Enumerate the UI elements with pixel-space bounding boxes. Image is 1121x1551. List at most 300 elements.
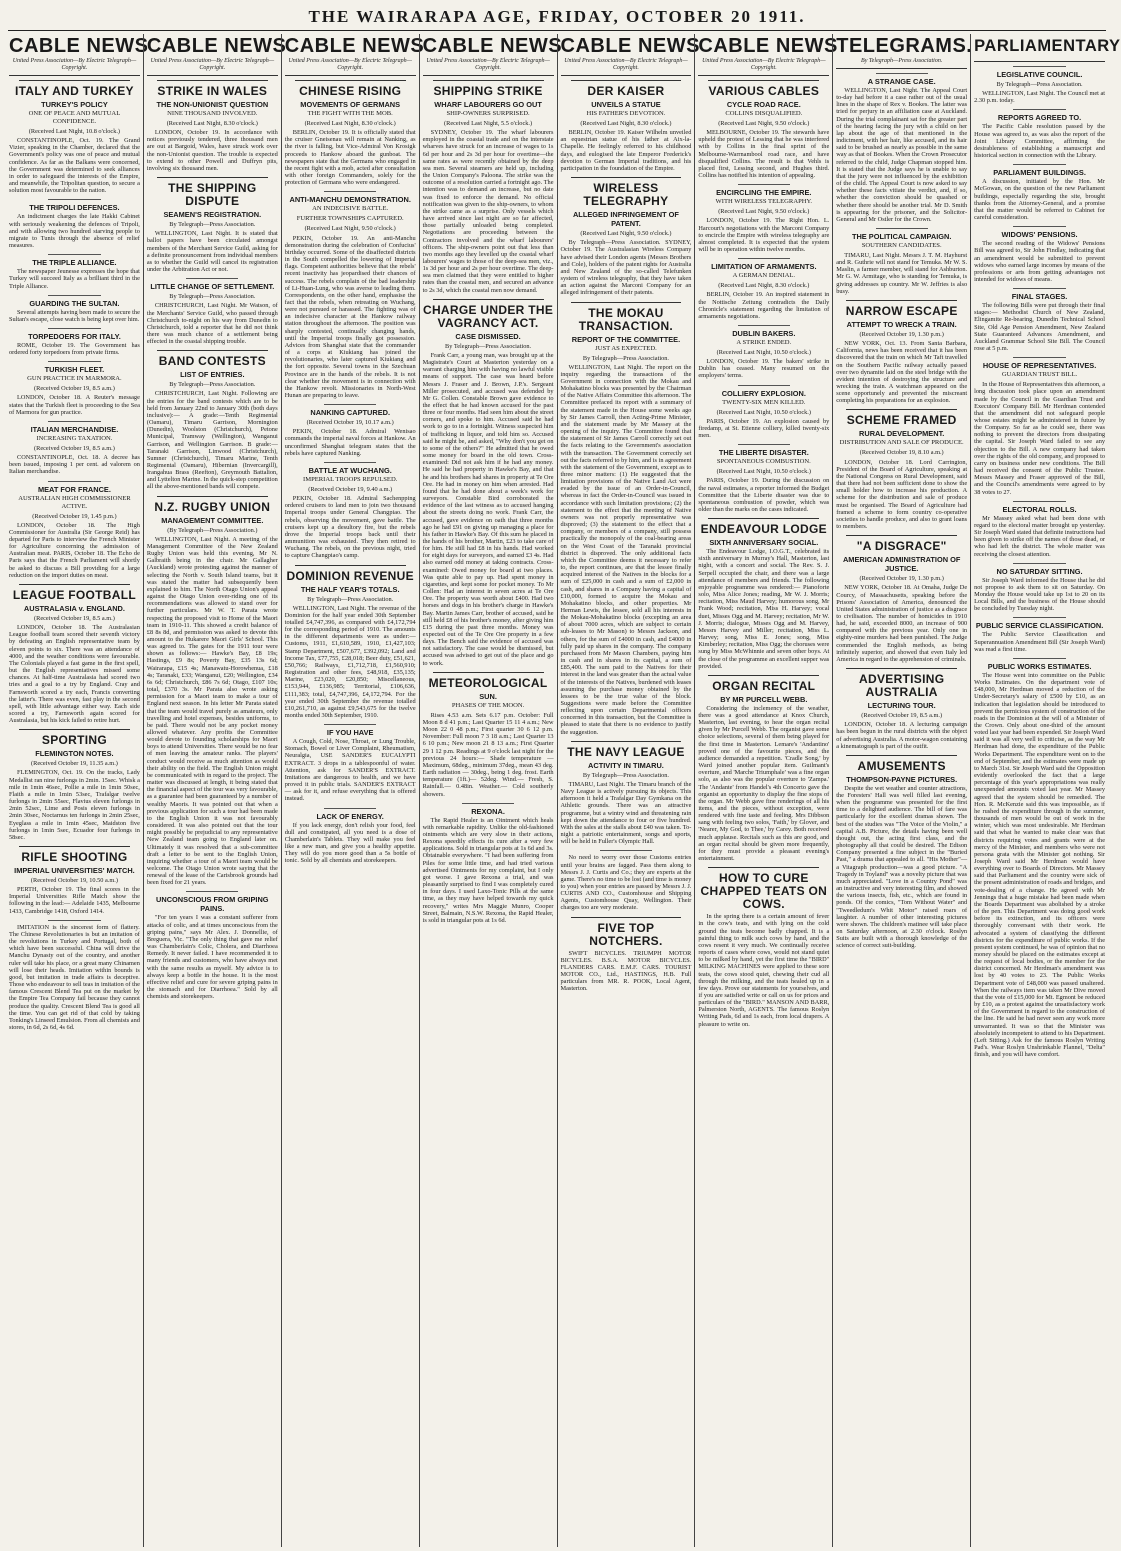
news-story [285, 191, 416, 399]
story-headline: VARIOUS CABLES [708, 84, 820, 98]
news-story [9, 920, 140, 1031]
story-body: The Public Service Classification and Superannuation Amendment Bill (Sir Joseph Ward) was read a first time. [974, 631, 1105, 653]
story-subhead: GUN PRACTICE IN MARMORA. [27, 375, 122, 383]
story-divider [295, 80, 406, 81]
story-separator [1013, 357, 1065, 358]
column-header: PARLIAMENTARY [974, 37, 1121, 55]
story-received-line: (Received October 19, 1.30 p.m.) [859, 330, 944, 338]
story-subhead: THE HALF YEAR'S TOTALS. [300, 584, 400, 594]
news-story [285, 808, 416, 865]
story-received-line: (Received Last Night, 9.50 o'clock.) [718, 120, 810, 127]
story-received-line: By Telegraph—Press Association. [445, 342, 532, 350]
story-body: The Pacific Cable resolution passed by the House was agreed to, as was also the report of the Joint Library Committee, affirming the desirableness of establishing a manuscript and historical section in connection with the Library. [974, 123, 1105, 160]
story-separator [1013, 226, 1065, 227]
story-subhead: GUARDING THE SULTAN. [29, 298, 120, 308]
story-separator [738, 184, 790, 185]
story-subhead: LIMITATION OF ARMAMENTS. [711, 262, 817, 272]
story-headline: STRIKE IN WALES [157, 84, 268, 98]
story-body: WELLINGTON, Last Night. A meeting of the Management Committee of the New Zealand Rugby Union was held this evening, Mr N. Galbraith being in the chair. Mr Gallagher (Auckland) wrote protesting against the manner of selecting the North v. South Island teams, but it was stated the matter had subsequently been explained to him. The North Otago Union's appeal against the Otago Union over-riding one of its recommendations was allowed to stand over for further particulars. Mr W. T. Parata wrote respecting the proposed visit to Home of the Maori team in 1910-11. This showed a credit balance of £8 8s 8d, and permission was asked to devote this amount to the Hukarere Maori Girls' School. This was agreed to. The gates for the 1911 tour were shown as follows:— Hawke's Bay, £8 19s; Hastings, £9 8s; Poverty Bay, £35 13s 6d; Wairarapa, £15 4s; Manawatu-Horowhenua, £18 4s; Taranaki, £33; Wanganui, £20; Wellington, £34 6s 6d; Christchurch, £86 7s 6d; Otago, £107 10s; total, £370 3s. Mr Parata also wrote asking permission for a Maori team to make a tour of England next season. In his letter Mr Parata stated that the team would travel purely as amateurs, only travelling and hotel expenses, besides uniforms, to be paid. There would not be any pocket money allowed whatever. Any profits the Committee would devote to founding scholarships for Maori boys to attend Universities. There would be no fear of men leaving the amateur ranks. The players' conduct would receive as much attention as would their ability on the field. The English Union might be communicated with in regard to the project. The matter was discussed at length, it being stated that the financial aspect of the tour was very favourable, as a guarantee had been guaranteed by a number of wealthy Maoris. It was pointed out that when a previous application for such a tour had been made to the English Union it was not favourably considered. It was also pointed out that the tour might possibly be prejudicial to any representative New Zealand team going to England later on. Ultimately it was resolved that a sub-committee draft a letter to be sent to the English Union, inquiring whether a tour of a Maori team would be welcome. The Otago Union wrote saying that the renewal of the lease of the Carisbrook grounds had been fixed for 21 years. [146, 535, 278, 887]
story-body: TIMARU, Last Night. The Timaru branch of the Navy League is actively pursuing its objects. This afternoon it held a Trafalgar Day Gymkana on the Athletic grounds. There was an attractive programme, but a wintry wind and threatening rain kept down the attendance to four or five hundred. With the sales at the stalls about £40 was taken. To-night a patriotic entertainment, songs and sports, will be held in Fuller's Olympic Hall. [560, 780, 692, 846]
story-body: An indictment charges the late Hakki Cabinet with seriously weakening the defences of Tripoli, and with allowing two hundred starving people to migrate to Tunis through the absence of relief measures. [9, 213, 140, 250]
story-body: WELLINGTON, Last Night. The report on the inquiry regarding the transactions of the Government in connection with the Mokau and Mohakatino blocks was presented by the Chairman of the Native Affairs Committee this afternoon. The Committee prefaced its report with a summary of the statement made in the House some weeks ago by Sir James Carroll, then Acting-Prime Minister, and the statement made by Mr Massey at the opening of the inquiry. The Committee found that the statement of Sir James Carroll correctly set out the facts relating to the Government's association with the transaction. The Government correctly set out the facts referred to by him, and is in agreement with the statement of the Government, except as to three minor matters: (1) He suggested that the limitation provisions of the Native Land Act were evaded by the issue of an Order-in-Council, whereas in fact the Order-in-Council was issued in accordance with such limitation provisions; (2) the statement to the effect that the meeting of Native owners was not properly representative was disproved; (3) the statement to the effect that a company, or members of a company, still possess practically the monopoly of the coal-bearing areas on the West Coast of the Taranaki provincial district is disproved. The only additional facts which the Committee deems it necessary to refer to, the report continues, are that the lessee finally acquired interest of the Natives in the blocks for a sum of £25,000 in cash and a sum of £2,000 in cash, and shares in a Company having a capital of £10,000, formed to acquire the Mokau and Mohakatino blocks, and other properties. Mr Herman Lewis, the lessee, sold all his interests in the Mokau-Mohakatino blocks (excepting an area of about 7000 acres, which are subject to certain sub-leases to Mr Mason) to Messrs Jackson, and others, for the sum of £4000 in cash, and £4000 in fully paid up shares in the company. The company purchased from Mr Mason Chambers, paying him in cash and in shares in its capital, a sum of £85,400. The sum paid to the Natives for their interest in the land was greater than the actual value of the interests of the Natives, burdened with leases assuming the purchase money obtained by the lessees to be the true value of the block. Suggestions were made before the Committee reflecting upon certain Departmental officers concerned in this transaction, but the Committee is pleased to state that there is no evidence to justify the suggestion. [560, 363, 692, 736]
column-5 [557, 34, 700, 1547]
story-headline: CHINESE RISING [299, 84, 402, 98]
story-headline: LEAGUE FOOTBALL [12, 587, 137, 602]
news-story [9, 254, 140, 289]
news-story [561, 741, 692, 846]
column-credit: United Press Association—By Electric Telegraph—Copyright. [698, 58, 829, 76]
column-credit: United Press Association—By Electric Telegraph—Copyright. [561, 58, 692, 76]
story-body: LONDON, October 19. The bakers' strike in Dublin has ceased. Many resumed on the employers' terms. [698, 358, 830, 380]
story-separator [738, 325, 790, 326]
story-body: In the spring there is a certain amount of fever in the cow's teats, and with lying on the cold ground the teats become badly chapped. It is a painful thing to milk such cows by hand, and the cows resent it very much. We continually receive reports of cases where cows, would not stand quiet to be milked by hand, yet the first time the "BIRD" MILKING MACHINES were applied to these sore teats, the cows stood quiet, chewing their cud all through the milking, and the teats healed up in a few days. Prove our statements for yourselves, and if you are satisfied write or call on us for prices and particulars of the "BIRD." MANSON AND BARR, Palmerston North, AGENTS. The famous Roslyn Writing Pads, 6d and 1s each, from local drapers. A pleasure to write on. [698, 913, 830, 1028]
story-headline: THE NAVY LEAGUE [567, 744, 685, 759]
story-body: The House went into committee on the Public Works Estimates. On the department vote of £48,000, Mr Herdman moved a reduction of the Under-Secretary's salary of £500 by £10, as an indication that legislation should be introduced to prevent the pernicious system of construction of the roads in the Dominion at the will of a Minister of the Crown. Only about one-third of the amount voted last year had been expended. Sir Joseph Ward said it was all very well to criticise, as the way Mr Herdman had done, the expenditure of the Public Works Department. The expenditure went on to the end of September, and the estimates were made up to March 31st. Sir Joseph Ward said the Opposition evidently overlooked the fact that a large percentage of this year's appropriations was really unexpended amounts voted last year. Mr Massey agreed that the system should be remedied. The Hon. R. McKenzie said this was impossible, as if he rushed the expenditure through in the summer, thousands of men would be out of work in the winter, which was most undesirable. Mr Herdman said that what he wanted to make clear was that districts requiring votes and grants were at the mercy of the Minister, and members who were not persona grata with the Minister got nothing. Sir Joseph Ward said Mr Herdman would have everything over to Boards of Directors. Mr Massey said that Parliament and the country were sick of the present administration of roads and bridges, and vote-dealing of a change. He agreed with Mr Jennings that a huge mistake had been made when the Boards Department was abolished by a stroke of the pen. This Department was doing good work before its extinction, and its officers were thoroughly conversant with their work. He advocated a system of classifying the different districts for the expenditure of public works. If the present system continued, he was of opinion that no money should be placed on the estimates except at the request of local bodies, or the member for the district concerned. Mr Herdman's amendment was lost by 40 votes to 23. The Public Works Department vote of £48,000 was passed unaltered. When the railways item was taken Mr Dive moved that the vote of £15,000 for Mt. Egmont be reduced by £10, as a protest against the unsatisfactory work of the Government in regard to the construction of the line. He said he had never seen any work more unwarranted. It was so that the Minister was absolutely incompetent to attend to his Department. (Left Sitting.) Ask for the famous Roslyn Writing Pad's. Wear Roslyn Unshrinkable Flannel, "Delta" finish, and you will have comfort. [974, 671, 1105, 1059]
story-divider [157, 177, 268, 178]
story-subhead: AN INDECISIVE BATTLE. [312, 205, 389, 213]
story-divider [708, 80, 819, 81]
story-received-line: (Received October 19, 1.30 p.m.) [859, 575, 944, 583]
story-divider [846, 535, 957, 536]
news-story [974, 109, 1105, 159]
story-subhead: JUST AS EXPECTED. [595, 344, 657, 352]
story-headline: "A DISGRACE" [856, 539, 947, 554]
story-separator [1013, 563, 1065, 564]
story-subhead: IMPERIAL TROOPS REPULSED. [303, 475, 398, 483]
story-subhead: INCREASING TAXATION. [36, 434, 113, 442]
story-body: BERLIN, October 19. An inspired statement in the Nottische Zeitung contradicts the Daily Chronicle's statement regarding the limitation of armaments negotiations. [698, 291, 830, 320]
story-subhead: IF YOU HAVE [326, 728, 374, 738]
news-story [9, 199, 140, 249]
news-story [9, 846, 140, 915]
news-story [423, 803, 554, 924]
story-subhead: MOVEMENTS OF GERMANS [300, 100, 401, 109]
story-subhead: SHIP-OWNERS SURPRISED. [446, 110, 530, 117]
story-headline: SCHEME FRAMED [846, 413, 957, 428]
story-body: LONDON, October 18. Lord Carrington, President of the Board of Agriculture, speaking at the National Congress on Rural Development, said that there had not been sufficient done to show the small holder how to increase his production. A scheme for the distribution and sale of produce must be organised. The Board of Agriculture had framed a scheme to form country co-operative societies to handle produce, and also to grant loans to members. [836, 458, 968, 531]
news-story [974, 357, 1105, 496]
news-story [285, 462, 416, 560]
story-received-line: By Telegraph—Press Association. [996, 81, 1083, 88]
story-subhead: WITH WIRELESS TELEGRAPHY. [715, 198, 813, 206]
story-subhead: LACK OF ENERGY. [316, 811, 384, 821]
story-subhead: A GERMAN DENIAL. [732, 272, 796, 280]
story-body: CONSTANTINOPLE, Oct. 18. A decree has been issued, imposing 1 per cent. ad valorem on Italian merchandise. [9, 454, 140, 476]
news-story [974, 226, 1105, 283]
story-subhead: AUSTRALASIA v. ENGLAND. [23, 603, 125, 613]
story-subhead: ITALIAN MERCHANDISE. [30, 424, 119, 434]
story-subhead: BY MR PURCELL WEBB. [720, 694, 808, 704]
story-divider [19, 584, 130, 585]
story-divider [433, 80, 544, 81]
story-body: The Rapid Healer is an Ointment which heals with remarkable rapidity. Unlike the old-fashioned ointments which are very slow in their actions, Rexona speedily effects its cure after a very few applications. Sold in triangular pots at 1s 6d and 3s. Obtainable everywhere. "I had been suffering from Piles for some little time, and had tried various advertised Ointments for my complaint, but I only got worse. I gave Rexona a trial, and was pleasantly surprised to find I was completely cured in four days. I used Laxo-Tonic Pills at the same time, as they may have helped towards my quick recovery," writes Mrs Maggie Munro, Cooper Street, Balmain, N.S.W. Rexona, the Rapid Healer, is sold in triangular pots at 1s 6d. [422, 816, 554, 924]
column-header: CABLE NEWS [284, 35, 425, 57]
story-headline: ENDEAVOUR LODGE [700, 522, 827, 537]
story-headline: DER KAISER [587, 84, 665, 98]
news-story [698, 675, 829, 862]
story-body: ROME, October 19. The Government has ordered forty torpedoers from private firms. [9, 341, 140, 357]
story-body: Mr Massey asked what had been done with regard to the electoral matter brought up yesterday. Sir Joseph Ward stated that definite instructions had been given to strike off the names of those dead, or who had left the district. The whole matter was receiving the closest attention. [974, 514, 1105, 558]
story-subhead: AUSTRALIAN HIGH COMMISSIONER ACTIVE. [18, 494, 131, 510]
news-story [698, 80, 829, 179]
column-header: CABLE NEWS [9, 35, 149, 57]
story-divider [571, 917, 682, 918]
story-received-line: (Received October 19, 8.5 a.m.) [34, 614, 115, 622]
news-story [9, 295, 140, 323]
story-headline: N.Z. RUGBY UNION [154, 499, 271, 514]
story-divider [295, 565, 406, 566]
story-received-line: By Telegraph—Press Association. [169, 221, 256, 229]
story-subhead: THE LIBERTE DISASTER. [718, 448, 809, 458]
story-received-line: (Received October 19, 8.5 a.m.) [34, 444, 115, 452]
news-story [974, 658, 1105, 1058]
story-received-line: By Telegraph—Press Association. [169, 381, 256, 389]
story-received-line: (Received October 19, 10.17 a.m.) [306, 419, 394, 427]
news-story [974, 617, 1105, 652]
story-subhead: CASE DISMISSED. [455, 331, 521, 341]
story-body: Rises 4.53 a.m. Sets 6.17 p.m. October: Full Moon 8 d 41 p.m.; Last Quarter 15 11 4 a.m.; New Moon 22 0 48 p.m.; First quarter 30 6 12 p.m. November: Full moon 7 3 18 a.m.; Last Quarter 13 6 10 p.m.; New moon 21 8 13 a.m.; First Quarter 29 1 12 p.m. Readings at 9 o'clock last night for the previous 24 hours:— Shade temperature — Maximum, 68deg., minimum 37deg., mean 43 deg. Earth radiation — 30deg., being 1 deg. frost. Earth temperature (1ft.)— 52deg. Wind.— Fresh, S. Rainfall.— 0.48in. Weather.— Cold southerly showers. [422, 711, 554, 798]
news-story [974, 563, 1105, 613]
story-divider [157, 496, 268, 497]
story-separator [876, 73, 928, 74]
column-header: CABLE NEWS [422, 35, 563, 57]
story-separator [1013, 658, 1065, 659]
news-story [974, 288, 1105, 352]
story-body: CHRISTCHURCH, Last Night. Following are the entries for the band contests which are to be held from January 22nd to January 30th (both days inclusive):— A grade:—Tenth Regimental (Oamaru), Timaru Garrison, Mornington (Dunedin), Woolston (Christchurch), Petone Municipal, Tramway (Wellington), Wanganui Garrison, and Wellington Garrison. B grade:—Taranaki Garrison, Linwood (Christchurch), Sumner (Christchurch), Timaru Marine, Tenth Regimental (Oamaru), Hibernian (Invercargill), Irangahua Brass (Reefton), Greymouth Battalion, and Lyttelton Marine. In the quick-step competition all the above-mentioned bands will compete. [146, 390, 278, 491]
news-story [147, 496, 278, 887]
news-story [836, 668, 967, 750]
story-divider [19, 729, 130, 730]
story-body: PEKIN, October 18. Admiral Wenisao commands the imperial naval forces at Hankow. An unconfirmed Shanghai telegram states that the rebels have captured Nanking. [284, 428, 416, 457]
story-subhead: THE FIGHT WITH THE MOB. [307, 110, 393, 117]
story-subhead: PARLIAMENT BUILDINGS. [993, 168, 1086, 178]
story-received-line: (Received October 19, 8.5 a.m.) [34, 385, 115, 393]
story-subhead: LITTLE CHANGE OF SETTLEMENT. [150, 282, 275, 292]
story-subhead: A STRIKE ENDED. [736, 338, 792, 346]
story-subhead: FURTHER TOWNSHIPS CAPTURED. [296, 215, 404, 223]
story-divider [846, 409, 957, 410]
story-divider [433, 299, 544, 300]
news-story [9, 80, 140, 194]
story-received-line: (Received Last Night, 10.50 o'clock.) [716, 408, 811, 416]
column-1 [6, 34, 149, 1547]
story-divider [433, 672, 544, 673]
story-separator [600, 850, 652, 851]
story-received-line: (Received Last Night, 8.30 o'clock.) [580, 120, 672, 127]
story-body: LONDON, October 18. The High Commissioner for Australia (Sir George Reid) has departed for Paris to interview the French Minister for Agriculture concerning the admission of Australian meat. PARIS, October 18. The Echo de Paris says that the French Parliament will shortly be asked to discuss a Bill providing for a large reduction on the import duties on meat. [9, 521, 140, 579]
story-separator [186, 278, 238, 279]
story-subhead: LIST OF ENTRIES. [180, 370, 245, 380]
news-story [698, 258, 829, 320]
story-body: Several attempts having been made to secure the Sultan's escape, close watch is being kept over him. [9, 308, 140, 323]
story-received-line: (Received October 19, 8.10 a.m.) [859, 449, 944, 457]
story-separator [1013, 66, 1065, 67]
story-separator [1013, 501, 1065, 502]
story-subhead: NO SATURDAY SITTING. [996, 566, 1083, 576]
story-received-line: (Received October 19, 1.45 p.m.) [32, 512, 117, 520]
story-separator [48, 328, 100, 329]
story-body: The Endeavour Lodge, I.O.G.T., celebrated its sixth anniversary in Murray's Hall, Masterton, last night, with a concert and social. The Rev. S. J. Serpell occupied the chair, and there was a large attendance of members and friends. The following enjoyable programme was rendered:— Pianoforte solo, Miss Alice Jones; reading, Mr W. J. Morris; recitation, Miss Maud Harvey; humorous song, Mr Frank Wood; recitation, Miss H. Harvey; vocal duet, Misses Ogg and M. Harvey; recitation, Mr W. J. Morris; dialogue, Misses Ogg and M. Harvey, Messrs Harvey and Miller; recitation, Miss L. Harvey; song, Miss E. Jones; song, Miss Kimberley; recitation, Miss Ogg; the choruses were sung by Miss McWhinnie and seven other boys. At the close of the programme an excellent supper was provided. [698, 548, 830, 670]
news-story [836, 300, 967, 405]
story-body: Despite the wet weather and counter attractions, the Foresters' Hall was well filled last evening, when the programme was presented for the first time to a delighted audience. The bill of fare was particularly for the excellent dramas shown. The best of the studies was "The Voice of the Violin," a capital A.B. Picture, the details having been well thought out, the acting first class, and the photography all that could be desired. The Edison Company presented a fine subject in the "Buried Past," a drama that appealed to all. "His Mother"—a Vitagraph production—was a good picture. "A Tragedy in Toyland" was a novelty picture that was much appreciated. "Love in a Country Pond" was an instructive and very interesting film, and showed the various insects, fish, etc., which are found in ponds. Of the comics, "Tom Without Water" and "Tweedledum's Whit Motor" raised roars of laughter. A number of other interesting pictures were shown. The children's matinee will take place on Saturday afternoon, at 2.30 o'clock. Roslyn Suits are built with a thorough knowledge of the science of correct suit-building. [836, 784, 968, 950]
news-story [9, 361, 140, 416]
story-received-line: (Received Last Night, 8.30 o'clock.) [304, 120, 396, 127]
story-subhead: PUBLIC SERVICE CLASSIFICATION. [975, 621, 1104, 631]
news-story [561, 850, 692, 911]
column-2 [143, 34, 287, 1547]
story-received-line: (Received Last Night, 10.50 o'clock.) [716, 468, 811, 476]
news-story [836, 73, 967, 223]
story-headline: SHIPPING STRIKE [433, 84, 543, 98]
news-story [147, 350, 278, 490]
story-separator [48, 254, 100, 255]
news-story [285, 565, 416, 720]
story-body: WELLINGTON, Last Night. It is stated that ballot papers have been circulated amongst members of the Merchant Service Guild, asking for a definite pronouncement from individual members as to whether the Guild will cancel its registration under the Arbitration Act or not. [146, 230, 278, 274]
story-body: "For ten years I was a constant sufferer from attacks of colic, and at times unconscious from the griping pains," says Mr Alex. J. Donnellie, of Breguera, Vic. "The only thing that gave me relief was Chamberlain's Colic, Cholera, and Diarrhoea Remedy. It never failed. I have recommended it to many friends and customers, who have always met with the same results as myself. My advice is to always keep a bottle in the house. It is the most effective relief and cure for severe griping pains in the stomach and for Diarrhoea." Sold by all chemists and storekeepers. [146, 914, 278, 1001]
story-headline: BAND CONTESTS [158, 354, 266, 369]
column-credit: United Press Association—By Electric Telegraph—Copyright. [9, 58, 140, 76]
story-separator [324, 404, 376, 405]
story-body: BERLIN, October 19. It is officially stated that the cruiser Gneisenau will remain at Nanking, as the river is falling, but Vice-Admiral Von Krosigk proceeds to Hankow aboard the gunboat. The newspapers state that the Germans who engaged in the recent fight with a mob, acted after consultation with other foreign Commanders, solely for the protection of Germans who were endangered. [284, 129, 416, 187]
story-subhead: AMERICAN ADMINISTRATION OF JUSTICE. [842, 555, 961, 574]
story-subhead: THE POLITICAL CAMPAIGN. [851, 231, 952, 241]
news-story [974, 164, 1105, 221]
columns-container [6, 34, 1121, 1547]
story-body: CONSTANTINOPLE, Oct. 19. The Grand Vizier, speaking in the Chamber, declared that the Government's policy was one of peace and mutual confidence. As far as the Balkans were concerned, the Government was determined to seek alliances in order to safeguard the interests of the Empire, and meanwhile, the Tripolitan question, to secure a solution most favourable to the nation. [9, 137, 140, 195]
story-separator [186, 891, 238, 892]
column-3 [281, 34, 425, 1547]
news-story [561, 302, 692, 736]
story-body: TIMARU, Last Night. Messrs J. T. M. Hayhurst and R. Guthrie will not stand for Temuka. Mr W. S. Maslin, a farmer member, will stand for Ashburton. Mr G. W. Armitage, who is standing for Temuka, is giving addresses up country. Mr W. Jeffries is also busy. [836, 251, 968, 295]
news-story [836, 535, 967, 663]
news-story [147, 278, 278, 345]
story-headline: METEOROLOGICAL [428, 675, 548, 690]
story-subhead: REPORTS AGREED TO. [997, 113, 1082, 123]
news-story [698, 184, 829, 253]
story-body: LONDON, October 18. A lecturing campaign has been begun in the rural districts with the object of advertising Australia. A motor-wagon containing a kinematograph is part of the outfit. [836, 721, 968, 750]
masthead: THE WAIRARAPA AGE, FRIDAY, OCTOBER 20 1911. [8, 4, 1106, 31]
news-story [698, 325, 829, 380]
story-received-line: By Telegraph—Press Association. [582, 771, 669, 779]
story-received-line: (Received October 19, 8.5 a.m.) [861, 712, 943, 720]
story-subhead: THE TRIPLE ALLIANCE. [32, 258, 117, 268]
story-body: IMITATION is the sincerest form of flattery. The Chinese Revolutionaries is but an imitation of the revolutions in Turkey and Portugal, both of which have been successful. China will drive the Manchu Dynasty out of the country, and another ruler will take his place, or a great many Chinamen will lose their heads. Imitation within bounds is good, but imitation in trade affairs is deceptive. Those who endeavour to sell teas in imitation of the famous Crescent Blend Tea put on the market by the Empire Tea Company fail because they cannot produce the quality. Crescent Blend Tea is good all the time. You can get rid of that cold by taking Tonking's Linseed Emulsion. From all chemists and stores, in 6d, 2s 6d, 4s 6d. [9, 923, 140, 1031]
story-body: FLEMINGTON, Oct. 19. On the tracks, Lady Medallist ran nine furlongs in 2min. 15sec. Whisk a mile in 1min 46sec, Pollie a mile in 1min 50sec, Flaith a mile in 1min 53sec, Trafalgar twelve furlongs in 2min 55sec, Flavius eleven furlongs in 2min 52sec, Lime and Posis eleven furlongs in 2min 30sec, Noctarnus ten furlongs in 2min 25sec, Eyeglass a mile in 1min 45sec, Maidston five furlongs in 1min 5sec, Ecuador four furlongs in 58sec. [9, 769, 140, 841]
story-separator [1013, 164, 1065, 165]
story-body: WELLINGTON, Last Night. The Council met at 2.30 p.m. today. [974, 90, 1106, 105]
story-headline: DOMINION REVENUE [286, 568, 414, 583]
story-body: MELBOURNE, October 19. The stewards have upheld the protest of Lessing that he was interfered with by Collins in the final sprint of the Melbourne-Warrnambool road race, and have disqualified Collins. The result is that Vehls is placed first, Lessing second, and Hughes third. Collins has notified his intention of appealing. [698, 129, 830, 180]
story-received-line: By Telegraph—Press Association. [169, 293, 256, 301]
news-story [285, 404, 416, 457]
news-story [836, 409, 967, 530]
story-body: Sir Joseph Ward informed the House that he did not propose to ask them to sit on Saturday. On Monday the House would take up 1st to 20 on its Local Bills, and the business of the House should be concluded by Tuesday night. [974, 576, 1105, 613]
story-body: PEKIN, October 19. An anti-Manchu demonstration during the celebration of Confucius' birthday occurred. Some of the disaffected districts in the South compelled the lowering of Imperial flags. Competent authorities believe that the rebels' recent inactivity has jeopardised their chances of success. The rebels complain of the bad leadership of Li-Huan-Lung, who was averse to leading them. Correspondents, on the other hand, emphasise the fact that the rebels, when retreating on Wuchang, were not pursued or harassed. The fighting was of an indecisive character at the Hankow railway station throughout the afternoon. The position was sharply contested, continually changing hands, until the Imperial troops finally got possession. Advices from Shanghai state that the commander of a corps at Kiukiang has joined the revolutionaries, who later captured Kiukiang and the fort opposite. Several towns in the Szechuan Province are in the hands of the rebels. It is not clear whether the movement is in connection with the Hankow revolt. Missionaries in North-West Hunan are preparing to leave. [284, 234, 416, 399]
story-subhead: REXONA. [471, 806, 505, 816]
news-story [698, 444, 829, 513]
story-subhead: HIS FATHER'S DEVOTION. [586, 110, 666, 117]
story-subhead: PUBLIC WORKS ESTIMATES. [987, 661, 1092, 671]
story-received-line: (Received Last Night, 9.50 o'clock.) [580, 230, 672, 238]
news-story [561, 80, 692, 172]
story-body: PEKIN, October 18. Admiral Sachenpping ordered cruisers to land men to join two thousand Imperial troops under General Changpiao. The rebels, observing the movement, gave battle. The cruisers kept up a desultory fire, but the rebels drove the Imperial troops back until their ammunition was exhausted. They then retired to Wuchang. The rebels, on the previous night, tried to capture Changpiao's camp. [284, 495, 416, 560]
story-separator [876, 228, 928, 229]
news-story [285, 724, 416, 802]
story-subhead: NINE THOUSAND INVOLVED. [167, 110, 258, 117]
column-6 [694, 34, 838, 1547]
story-received-line: (Received October 19, 10.50 a.m.) [30, 877, 118, 884]
story-subhead: CYCLE ROAD RACE. [726, 100, 801, 109]
story-body: Considering the inclemency of the weather, there was a good attendance at Knox Church, Masterton, last evening, to hear the organ recital given by Mr Purcell Webb. The organist gave some choice selections, several of them being played for the first time in Masterton. Lemare's 'Andantino' proved one of the favourite pieces, and the audience demanded a repetition. 'Cradle Song,' by Ward joined another popular item. Guilmant's overture, and 'Marche Triumphale' was a fine organ solo, as also was the popular overture to 'Zampa.' The 'Andante' from Handel's 4th Concerto gave the organist an opportunity to display the fine stops of the organ. Mr Webb gave fine renderings of all his items, and the pieces, without exception, were rendered with fine taste and feeling. Mrs Dibbson sang with feeling two solos, 'Faith,' by Glover, and 'Nearer, My God, to Thee,' by Carey. Both received much applause. Recitals such as this are good, and an organ recital should be given more frequently, for they must provide a pleasant evening's entertainment. [698, 704, 830, 863]
news-story [698, 867, 829, 1028]
news-story [423, 672, 554, 798]
story-separator [462, 803, 514, 804]
story-subhead: LECTURING TOUR. [867, 701, 936, 711]
column-header: CABLE NEWS [560, 35, 700, 57]
story-subhead: MEAT FOR FRANCE. [37, 484, 111, 494]
story-divider [846, 668, 957, 669]
story-body: BERLIN, October 19. Kaiser Wilhelm unveiled an equestrian statue of his father at Aix-la-Chapelle. He feelingly referred to his childhood days, and eulogised the late Emperor Frederick's devotion to German Imperial traditions, and his participation in the foundation of the Empire. [560, 129, 692, 172]
column-credit: United Press Association—By Electric Telegraph—Copyright. [285, 58, 416, 76]
story-divider [708, 675, 819, 676]
story-separator [1013, 109, 1065, 110]
story-body: The second reading of the Widows' Pensions Bill was agreed to, Sir John Findlay, indicating that an amendment would be submitted to prevent widows who earned large incomes by means of the professions or arts from getting advantages not intended for widows of means. [974, 240, 1105, 283]
story-body: LONDON, October 18. A Reuter's message states that the Turkish fleet is proceeding to the Sea of Marmora for gun practice. [9, 394, 140, 416]
column-header: TELEGRAMS. [836, 35, 973, 57]
news-story [561, 917, 692, 993]
story-subhead: WIDOWS' PENSIONS. [1001, 230, 1078, 240]
story-separator [1013, 288, 1065, 289]
news-story [147, 177, 278, 273]
news-story [974, 66, 1105, 104]
story-subhead: FINAL STAGES. [1011, 292, 1068, 302]
story-divider [571, 80, 682, 81]
story-subhead: THOMPSON-PAYNE PICTURES. [846, 774, 958, 784]
story-body: LONDON, October 18. The Australasian League football team scored their seventh victory by defeating an English representative team by eleven points to six. There was an attendance of 4000, and the weather conditions were favourable. The Colonials played a fast game in the first spell, but the English representatives missed some chances. At half-time Australasia had scored two tries and a goal to a try by England. Cray and Farnsworth scored a try each, Francis converting the latter's. There was even, fast play in the second spell, with little advantage either way. Each side scored a try, Farnsworth again scored for Australasia, but his kick failed to retire hurt. [9, 624, 140, 725]
story-headline: ORGAN RECITAL [712, 678, 816, 693]
story-received-line: (Received Last Night, 8.30 o'clock.) [166, 120, 258, 127]
column-credit: By Telegraph—Press Association. [836, 58, 967, 69]
story-subhead: ONE OF PEACE AND MUTUAL CONFIDENCE. [28, 110, 121, 125]
story-subhead: ENCIRCLING THE EMPIRE. [716, 188, 812, 198]
story-body: CHRISTCHURCH, Last Night. Mr Watson, of the Merchants' Service Guild, who passed through Christchurch to-night on his way from Dunedin to Christchurch, told a reporter that he did not think there was much chance of a settlement being effected in the coastal shipping trouble. [146, 302, 278, 346]
column-4 [419, 34, 563, 1547]
story-subhead: PHASES OF THE MOON. [451, 701, 525, 709]
story-separator [48, 920, 100, 921]
story-headline: ITALY AND TURKEY [15, 84, 134, 98]
story-divider [708, 867, 819, 868]
news-story [974, 501, 1105, 558]
story-divider [708, 518, 819, 519]
news-story [9, 421, 140, 476]
column-credit-rule [974, 58, 1105, 62]
story-subhead: UNVEILS A STATUE [591, 100, 661, 109]
story-separator [48, 295, 100, 296]
story-divider [846, 755, 957, 756]
column-8 [970, 34, 1121, 1547]
story-received-line: By Telegraph—Press Association. [307, 595, 394, 603]
story-subhead: ATTEMPT TO WRECK A TRAIN. [846, 319, 957, 329]
story-subhead: SEAMEN'S REGISTRATION. [163, 210, 262, 220]
story-body: LONDON, October 19. The Right Hon. L. Harcourt's negotiations with the Marconi Company to encircle the Empire with wireless telegraphy are almost completed. It is expected that the system will be in operation within twelve months. [698, 217, 830, 254]
story-divider [846, 300, 957, 301]
story-separator [738, 444, 790, 445]
news-story [423, 299, 554, 667]
story-body: By Telegraph—Press Association. SYDNEY, October 19. The Australasian Wireless Company have advised their London agents (Messrs Brothers and Cole), holders of the patent rights for Australia and New Zealand of the so-called Telefunken system of wireless telegraphy, that they have taken an action against the Marconi Company for an alleged infringement of their patents. [560, 239, 692, 297]
story-subhead: LEGISLATIVE COUNCIL. [996, 70, 1083, 79]
story-headline: HOW TO CURE CHAPPED TEATS ON COWS. [700, 871, 828, 912]
story-subhead: ELECTORAL ROLLS. [1002, 504, 1077, 514]
story-subhead: DUBLIN BAKERS. [732, 328, 796, 338]
story-subhead: GUARDIAN TRUST BILL. [1001, 371, 1078, 379]
story-separator [48, 361, 100, 362]
story-subhead: TORPEDOERS FOR ITALY. [28, 331, 121, 341]
story-body: PARIS, October 19. An explosion caused by firedamp, at St. Etienne colliery, killed twenty-six men. [698, 417, 830, 440]
story-headline: SPORTING [41, 733, 107, 748]
story-headline: FIVE TOP NOTCHERS. [589, 920, 663, 948]
news-story [285, 80, 416, 186]
story-received-line: (Received Last Night, 5.5 o'clock.) [444, 120, 533, 127]
story-body: No need to worry over those Customs entries until your brains are fagged. Pass them along to Messrs J. J. Curtis and Co.; they are experts at the game. There's no time to be lost (and time is money to you) when your entries are passed by Messrs J. J. CURTIS AND CO., Customhouse and Shipping Agents, Customhouse Quay, Wellington. Their charges too are very moderate. [560, 854, 692, 912]
news-story [836, 228, 967, 295]
story-subhead: TURKISH FLEET. [44, 365, 105, 375]
news-story [698, 518, 829, 670]
column-header: CABLE NEWS [698, 35, 838, 57]
story-body: SWIFT BICYCLES. TRIUMPH MOTOR BICYCLES. B.S.A. MOTOR BICYCLES. FLANDERS CARS. E.M.F. CARS. TOURIST MOTOR CO., Ltd., HASTINGS, H.B. Full particulars from MR. R. POOK, Local Agent, Masterton. [560, 949, 692, 993]
story-subhead: FLEMINGTON NOTES. [35, 749, 114, 759]
story-received-line: (Received Last Night, 8.30 o'clock.) [718, 282, 810, 290]
story-body: PARIS, October 19. During the discussion on the naval estimates, a reporter informed the Budget Committee that the Liberte disaster was due to spontaneous combustion of powder, which was older than the marks on the cases indicated. [698, 477, 830, 513]
column-credit: United Press Association—By Electric Telegraph—Copyright. [147, 58, 278, 76]
story-body: PERTH, October 19. The final scores in the Imperial Universities Rifle Match show the following in the lead:— Adelaide 1435, Melbourne 1433, Cambridge 1418, Oxford 1414. [9, 886, 140, 915]
story-body: A discussion, initiated by the Hon. Mr McGowan, on the question of the new Parliament buildings, especially regarding the site, brought thanks from the Attorney-General, and a promise that the matter would be referred to Cabinet for careful consideration. [974, 178, 1105, 222]
story-subhead: WHARF LABOURERS GO OUT [434, 100, 542, 109]
story-subhead: SOUTHERN CANDIDATES. [861, 241, 942, 249]
story-headline: NARROW ESCAPE [845, 303, 958, 318]
story-divider [571, 302, 682, 303]
story-body: WELLINGTON, Last Night. The revenue of the Dominion for the half year ended 30th September totalled £4,747,396, as compared with £4,172,794 for the corresponding period of 1910. The amounts in the different departments were as under:— Customs, 1911, £1,610,589, 1910, £1,427,103; Stamp Department, £507,677, £392,092; Land and Income Tax, £77,755, £28,018; Beer duty, £51,621, £50,766; Railways, £1,712,718, £1,560,910; Registration and other fees, £48,918, £35,135; Marine, £23,020, £20,850; Miscellaneous, £153,944, £136,985; Territorial, £106,636, £111,383; total, £4,747,396, £4,172,794. For the year ended 30th September the revenue totalled £10,261,710, as against £9,543,675 for the twelve months ended 30th September, 1910. [284, 604, 416, 719]
news-story [836, 755, 967, 950]
story-separator [324, 808, 376, 809]
story-divider [157, 80, 268, 81]
story-subhead: COLLINS DISQUALIFIED. [725, 110, 803, 117]
story-subhead: TWENTY-SIX MEN KILLED. [722, 398, 806, 406]
story-subhead: ACTIVITY IN TIMARU. [588, 760, 664, 770]
story-body: A Cough, Cold, Nose, Throat, or Lung Trouble, Stomach, Bowel or Liver Complaint, Rheumatism, Neuralgia, USE SANDER'S EUCALYPTI EXTRACT. 3 drops in a tablespoonful of water. Attention, ask for SANDER'S EXTRACT. Imitations are dangerous to health, and we have proved it in public trials. SANDER'S EXTRACT — ask for it, and refuse everything that is offered instead. [284, 738, 416, 803]
story-divider [571, 177, 682, 178]
story-separator [324, 724, 376, 725]
story-subhead: NANKING CAPTURED. [310, 408, 391, 418]
story-subhead: THE TRIPOLI DEFENCES. [29, 203, 120, 213]
story-separator [738, 385, 790, 386]
story-headline: WIRELESS TELEGRAPHY [583, 181, 669, 209]
news-story [147, 80, 278, 172]
story-body: The following Bills were put through their final stages:— Methodist Church of New Zealand, Elingamite Re-bearing, Dunedin Technical School Site, Old Age Pension Amendment, New Zealand State Guaranteed Advances Amendment, and Auckland Grammar School Site Bill. The Council rose at 5 p.m. [974, 302, 1105, 353]
story-subhead: SPONTANEOUS COMBUSTION. [716, 458, 811, 466]
story-headline: CHARGE UNDER THE VAGRANCY ACT. [422, 302, 554, 330]
story-received-line: (Received October 19, 11.35 a.m.) [31, 760, 118, 768]
story-subhead: ANTI-MANCHU DEMONSTRATION. [289, 195, 411, 205]
story-separator [738, 258, 790, 259]
news-story [9, 584, 140, 724]
story-subhead: IMPERIAL UNIVERSITIES' MATCH. [14, 866, 135, 875]
story-received-line: By Telegraph—Press Association. [582, 354, 669, 362]
story-separator [48, 199, 100, 200]
news-story [9, 729, 140, 841]
story-headline: THE SHIPPING DISPUTE [168, 181, 257, 209]
story-subhead: THE NON-UNIONIST QUESTION [156, 100, 269, 109]
story-subhead: TURKEY'S POLICY [41, 100, 108, 109]
